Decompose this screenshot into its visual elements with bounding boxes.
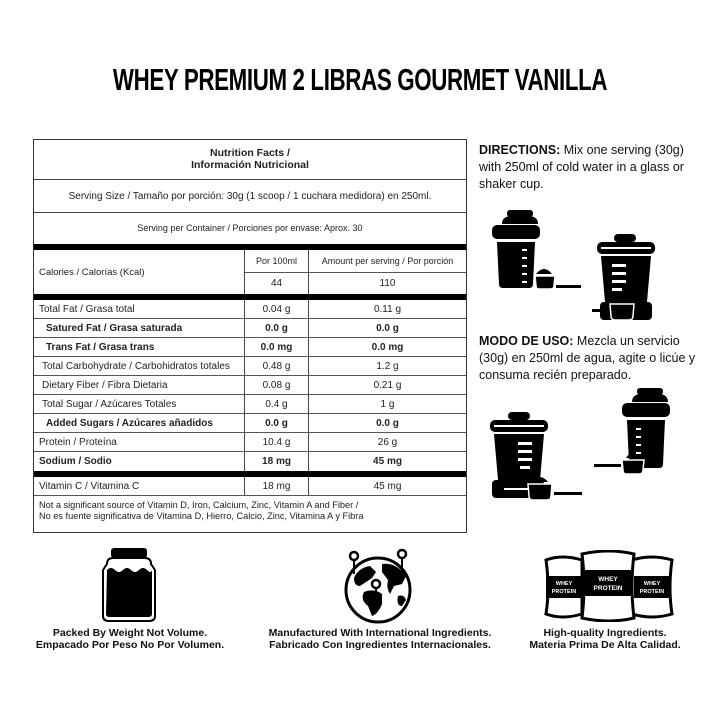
jar-icon	[101, 546, 157, 622]
table-row	[34, 376, 466, 395]
col-header-per-serving: Amount per serving / Por porción	[321, 256, 454, 266]
nutrition-footnote	[34, 496, 466, 532]
product-title: WHEY PREMIUM 2 LIBRAS GOURMET VANILLA	[112, 62, 608, 97]
vitamin-row	[34, 477, 466, 496]
nutrient-per-100ml: 18 mg	[245, 452, 309, 471]
nutrient-label: Trans Fat / Grasa trans	[34, 338, 245, 356]
table-row	[34, 357, 466, 376]
table-row	[34, 319, 466, 338]
nutrient-per-100ml: 0.04 g	[245, 300, 309, 318]
directions	[479, 142, 709, 193]
modo-heading: MODO DE USO:	[479, 334, 574, 348]
feature-label-international	[250, 627, 510, 651]
table-row	[34, 433, 466, 452]
nutrient-per-serving: 45 mg	[373, 456, 402, 467]
feature-line-es: Fabricado Con Ingredientes Internacionales.	[269, 639, 491, 651]
nutrient-per-100ml: 0.4 g	[245, 395, 309, 413]
feature-line-es: Materia Prima De Alta Calidad.	[529, 639, 681, 651]
serving-size: Serving Size / Tamaño por porción: 30g (1 scoop / 1 cuchara medidora) en 250ml.	[34, 180, 466, 213]
nutrient-label: Satured Fat / Grasa saturada	[34, 319, 245, 337]
shaker-scoop-icon	[488, 208, 588, 292]
nutrient-per-100ml: 0.48 g	[245, 357, 309, 375]
globe-icon	[342, 548, 414, 624]
calories-per-serving-cell	[309, 250, 466, 294]
nutrition-facts-table	[33, 139, 467, 533]
nutrient-per-100ml: 18 mg	[245, 477, 309, 495]
modo-de-uso	[479, 333, 709, 384]
directions-heading: DIRECTIONS:	[479, 143, 561, 157]
nutrient-label: Dietary Fiber / Fibra Dietaria	[34, 376, 245, 394]
bag-label: PROTEIN	[551, 589, 577, 595]
calories-per-100ml-cell	[245, 250, 309, 294]
nutrient-per-serving: 0.0 g	[376, 417, 399, 429]
blender-scoop-icon	[592, 232, 702, 322]
table-row	[34, 395, 466, 414]
nutrient-per-serving: 0.21 g	[373, 379, 402, 391]
nutrient-per-serving: 26 g	[377, 436, 398, 448]
nutrient-per-100ml: 0.0 g	[245, 414, 309, 432]
feature-line-en: Manufactured With International Ingredients.	[268, 627, 492, 639]
col-header-per-100ml: Por 100ml	[255, 256, 298, 266]
feature-line-en: Packed By Weight Not Volume.	[52, 627, 208, 639]
scoop-shaker-icon	[594, 386, 704, 478]
nutrient-label: Total Fat / Grasa total	[34, 300, 245, 318]
table-row	[34, 452, 466, 471]
bag-label: WHEY	[555, 581, 573, 587]
nutrient-label: Total Carbohydrate / Carbohidratos totales	[34, 357, 245, 375]
nutrient-label: Protein / Proteína	[34, 433, 245, 451]
calories-per-serving: 110	[309, 272, 466, 294]
nutrient-per-serving: 1 g	[380, 398, 395, 410]
table-row	[34, 338, 466, 357]
nutrition-heading-en: Nutrition Facts /	[210, 147, 290, 159]
calories-row	[34, 250, 466, 294]
bag-label: PROTEIN	[593, 585, 623, 592]
table-row	[34, 300, 466, 319]
nutrient-per-100ml: 0.0 mg	[245, 338, 309, 356]
directions-text: Mix one serving (30g) with 250ml of cold water in a glass or shaker cup.	[479, 143, 684, 191]
nutrient-per-100ml: 0.08 g	[245, 376, 309, 394]
protein-bags-icon	[542, 550, 676, 622]
bag-label: WHEY	[598, 576, 618, 583]
calories-label: Calories / Calorías (Kcal)	[34, 250, 245, 294]
feature-label-weight	[5, 627, 255, 651]
footnote-en: Not a significant source of Vitamin D, Iron, Calcium, Zinc, Vitamin A and Fiber /	[39, 500, 359, 510]
nutrient-label: Sodium / Sodio	[34, 452, 245, 471]
nutrient-per-serving: 0.0 mg	[371, 341, 404, 353]
table-row	[34, 414, 466, 433]
nutrient-per-100ml: 10.4 g	[245, 433, 309, 451]
blender-scoop-icon	[486, 410, 586, 502]
bag-label: WHEY	[643, 581, 661, 587]
feature-label-quality	[495, 627, 715, 651]
nutrient-per-serving: 1.2 g	[376, 360, 399, 372]
nutrient-label: Vitamin C / Vitamina C	[34, 477, 245, 495]
bag-label: PROTEIN	[639, 589, 665, 595]
feature-line-en: High-quality Ingredients.	[543, 627, 667, 639]
nutrient-label: Added Sugars / Azúcares añadidos	[34, 414, 245, 432]
nutrient-per-serving: 0.0 g	[376, 322, 399, 334]
modo-text: Mezcla un servicio (30g) en 250ml de agua, agite o licúe y consuma recién preparado.	[479, 334, 696, 382]
nutrient-per-100ml: 0.0 g	[245, 319, 309, 337]
nutrition-heading-es: Información Nutricional	[191, 159, 309, 171]
nutrient-per-serving: 45 mg	[373, 480, 402, 492]
nutrition-heading	[34, 140, 466, 180]
feature-line-es: Empacado Por Peso No Por Volumen.	[35, 639, 225, 651]
calories-per-100ml: 44	[245, 272, 308, 294]
footnote-es: No es fuente significativa de Vitamina D, Hierro, Calcio, Zinc, Vitamina A y Fibra	[39, 511, 364, 521]
nutrient-per-serving: 0.11 g	[373, 303, 402, 315]
servings-per-container: Serving per Container / Porciones por envase: Aprox. 30	[137, 223, 363, 233]
nutrient-label: Total Sugar / Azúcares Totales	[34, 395, 245, 413]
